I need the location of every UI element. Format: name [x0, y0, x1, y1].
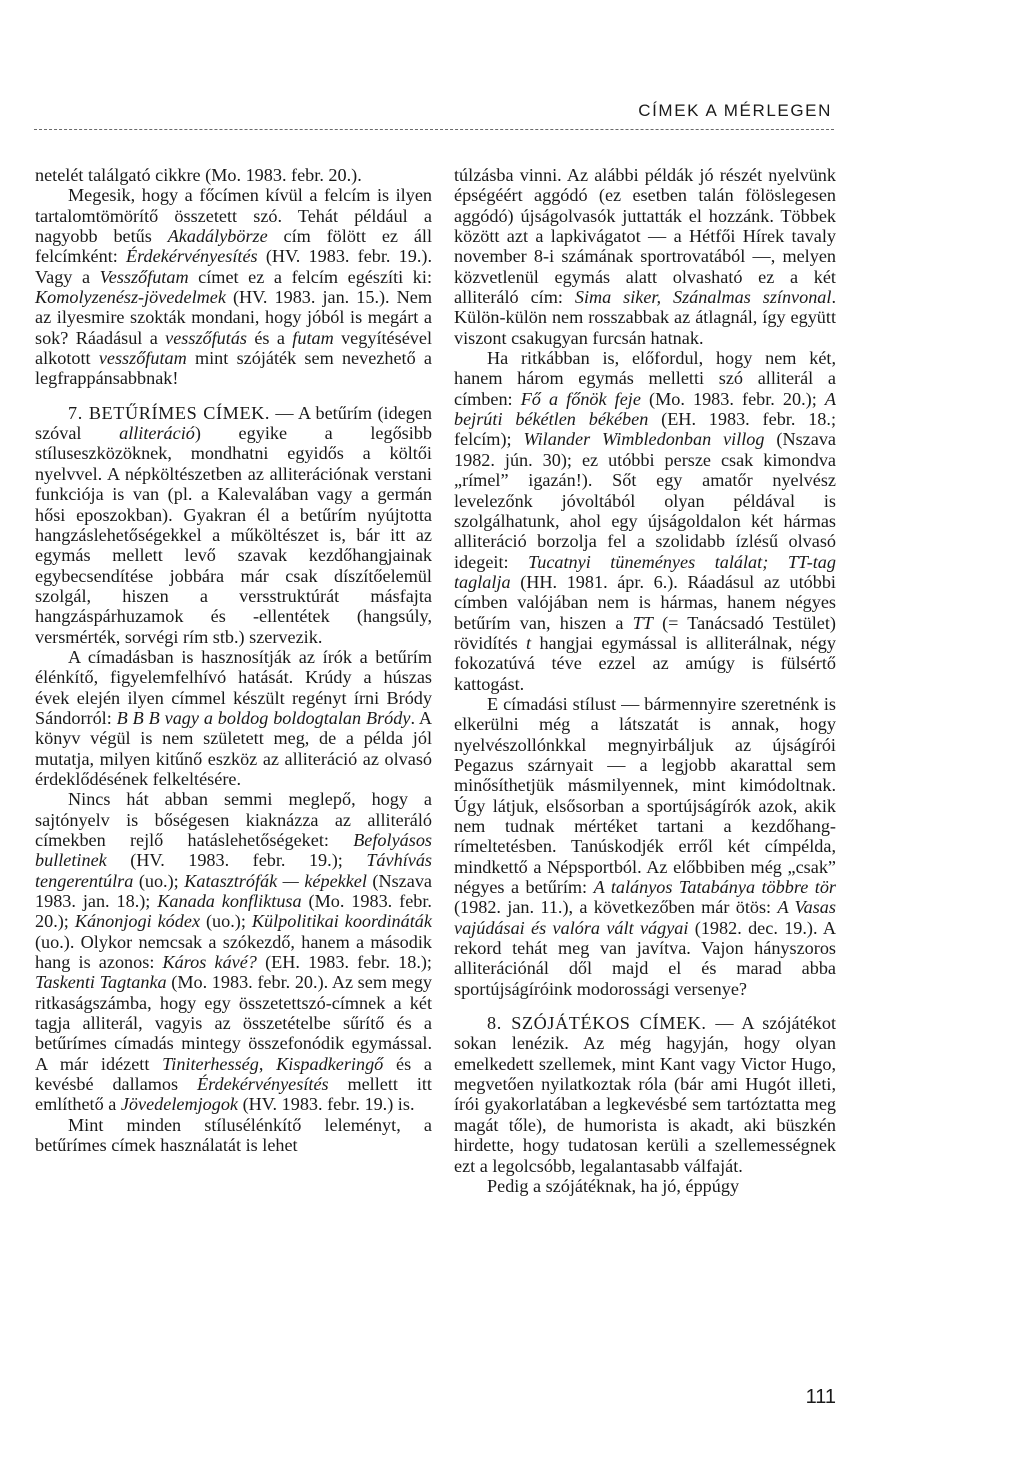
left-paragraph-6: Mint minden stílusélénkítő leleményt, a betűrímes címek használatát is lehet: [35, 1114, 432, 1156]
left-paragraph-1: netelét találgató cikkre (Mo. 1983. febr. 20.).: [35, 165, 362, 185]
section-8-paragraph: 8. SZÓJÁTÉKOS CÍMEK. — A szójátékot sokan lenézik. Az még hagyján, hogy olyan emelkedett szellemek, mint Kant vagy Victor Hugo, megvetően nyilatkoztak róla (bár ami Hugót illeti, írói gyakorlatában a legkevésbé sem tartóztatta meg magát tőle), de humorista is akadt, aki büszkén hirdette, hogy tudatosan kerüli a szellemességnek ezt a legolcsóbb, legalantasabb válfaját.: [454, 1013, 836, 1176]
right-column: [454, 165, 836, 1196]
section-7-heading: 7. BETŰRÍMES CÍMEK.: [68, 402, 271, 423]
page-number: 111: [805, 1386, 836, 1408]
left-paragraph-5: Nincs hát abban semmi meglepő, hogy a sajtónyelv is bőségesen kiaknázza az alliteráló címekben rejlő hatáslehetőségeket: Befolyásos bulletinek (HV. 1983. febr. 19.); Távhívás tengerentúlra (uo.); Katasztrófák — képekkel (Nszava 1983. jan. 18.); Kanada konfliktusa (Mo. 1983. febr. 20.); Kánonjogi kódex (uo.); Külpolitikai koordináták (uo.). Olykor nemcsak a szókezdő, hanem a második hang is azonos: Káros kávé? (EH. 1983. febr. 18.); Taskenti Tagtanka (Mo. 1983. febr. 20.). Az sem megy ritkaságszámba, hogy egy összetettszó-címnek a két tagja alliterál, vagyis az összetételbe sűrítő és a betűrímes címadás mintegy összefonódik egymással. A már idézett Tiniterhesség, Kispadkeringő és a kevésbé dallamos Érdekérvényesítés mellett itt említhető a Jövedelemjogok (HV. 1983. febr. 19.) is.: [35, 789, 433, 1115]
right-paragraph-2: Ha ritkábban is, előfordul, hogy nem két, hanem három egymás melletti szó alliterál a címben: Fő a főnök feje (Mo. 1983. febr. 20.); A bejrúti békétlen békében (EH. 1983. febr. 18.; felcím); Wilander Wimbledonban villog (Nszava 1982. jún. 30); ez utóbbi persze csak kimondva „rímel” igazán!). Sőt egy amatőr nyelvész levelezőnk jóvoltából olyan példával is szolgálhatunk, ahol egy újságoldalon két hármas alliteráció borzolja fel a szolidabb ízlésű olvasó idegeit: Tucatnyi tüneményes találat; TT-tag taglalja (HH. 1981. ápr. 6.). Ráadásul az utóbbi címben valójában nem is hármas, hanem négyes betűrím van, hiszen a TT (= Tanácsadó Testület) rövidítés t hangjai egymással is alliterálnak, négy fokozatúvá téve ezzel az amúgy is fülsértő kattogást.: [454, 348, 836, 694]
right-paragraph-3: E címadási stílust — bármennyire szeretnénk is elkerülni még a látszatát is annak, hogy nyelvészollónkkal megnyirbáljuk az újságírói Pegazus szárnyait — a legjobb akarattal sem minősíthetjük másmilyennek, mint kimódoltnak. Úgy látjuk, elsősorban a sportújságírók azok, akik nem tudnak mértéket tartani a kezdőhang-rímeltetésben. Tanúskodjék erről két címpélda, mindkettő a Népsportból. Az előbbiben még „csak” négyes a betűrím: A talányos Tatabánya többre tör (1982. jan. 11.), a következőben már ötös: A Vasas vajúdásai és valóra vált vágyai (1982. dec. 19.). A rekord tehát meg van javítva. Vajon hányszoros alliterációnál dől majd el és marad abba sportújságíróink modorossági versenye?: [454, 693, 836, 999]
section-8-heading: 8. SZÓJÁTÉKOS CÍMEK.: [487, 1013, 707, 1034]
left-column: [35, 165, 432, 1156]
running-header-title: CÍMEK A MÉRLEGEN: [638, 101, 832, 120]
left-paragraph-4: A címadásban is hasznosítják az írók a betűrím élénkítő, figyelemfelhívó hatását. Krúdy a húszas évek elején ilyen címmel készült regényt írni Bródy Sándorról: B B B vagy a boldog boldogtalan Bródy. A könyv végül is nem született meg, de a példa jól mutatja, milyen kitűnő eszköz az alliteráció az olvasó érdeklődésének felkeltésére.: [35, 646, 432, 789]
right-paragraph-1: túlzásba vinni. Az alábbi példák jó részét nyelvünk épségéért aggódó (ez esetben talán fölöslegesen aggódó) újságolvasók juttatták el hozzánk. Többek között azt a lapkivágatot — a Hétfői Hírek tavaly november 8-i számának sportrovatából —, melyen közvetlenül egymás alatt olvasható ez a két alliteráló cím: Sima siker, Szánalmas színvonal. Külön-külön nem rosszabbak az átlagnál, így együtt viszont csakugyan furcsán hatnak.: [454, 165, 836, 348]
right-paragraph-5: Pedig a szójátéknak, ha jó, éppúgy: [487, 1175, 740, 1196]
section-7-paragraph: 7. BETŰRÍMES CÍMEK. — A betűrím (idegen szóval alliteráció) egyike a legősibb stíluseszközöknek, mondhatni egyidős a költői nyelvvel. A népköltészetben az alliterációnak verstani funkciója is van (pl. a Kalevalában vagy a germán hősi eposzokban). Gyakran él a betűrím nyújtotta hangzáslehetőségekkel a műköltészet is, bár itt az egymás mellett levő szavak kezdőhangjainak egybecsendítése jobbára már csak díszítőelemül szolgál, hiszen a versstruktúrát másfajta hangzáspárhuzamok és -ellentétek (hangsúly, versmérték, sorvégi rím stb.) szervezik.: [35, 402, 432, 647]
header-divider: [34, 129, 834, 130]
left-paragraph-2: Megesik, hogy a főcímen kívül a felcím is ilyen tartalomtömörítő összetett szó. Tehát például a nagyobb betűs Akadálybörze cím fölött ez áll felcímként: Érdekérvényesítés (HV. 1983. febr. 19.). Vagy a Vesszőfutam címet ez a felcím egészíti ki: Komolyzenész-jövedelmek (HV. 1983. jan. 15.). Nem az ilyesmire szokták mondani, hogy jóból is megárt a sok? Ráadásul a vesszőfutás és a futam vegyítésével alkotott vesszőfutam mint szójáték sem nevezhető a legfrappánsabbnak!: [35, 185, 433, 389]
